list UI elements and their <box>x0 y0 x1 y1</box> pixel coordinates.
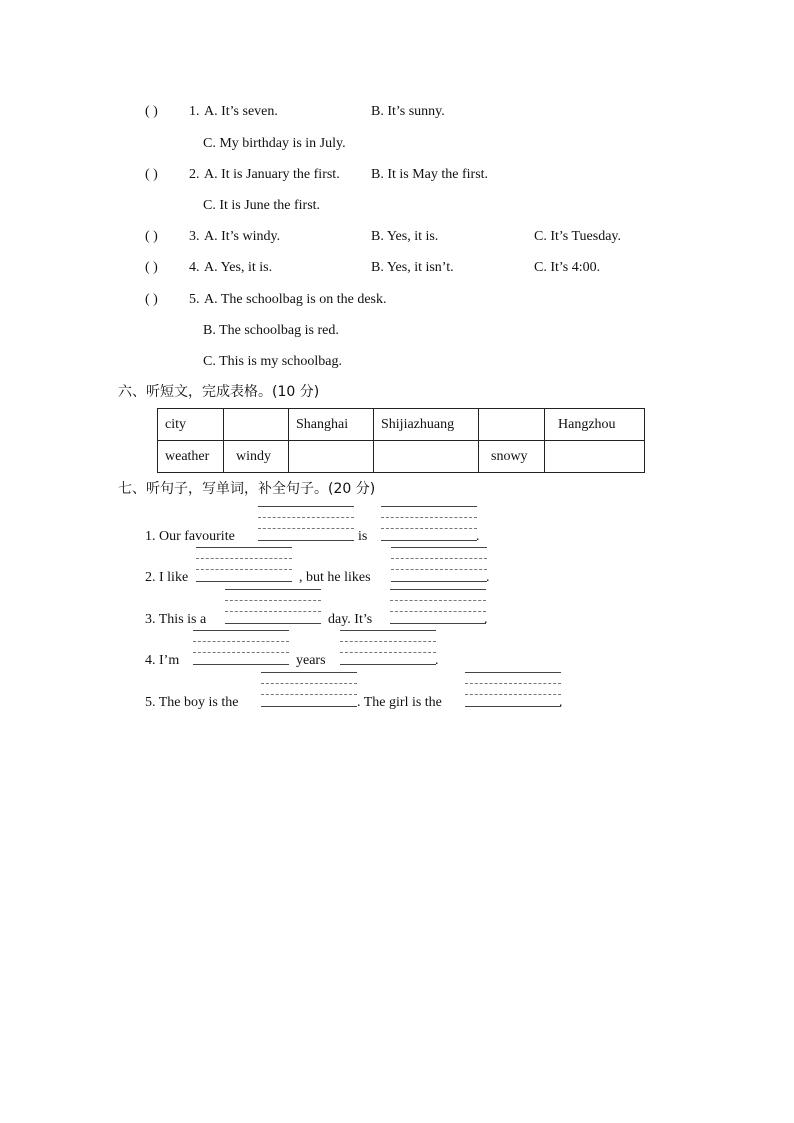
section-7-heading: 七、听句子，写单词，补全句子。(20 分) <box>118 481 376 497</box>
option-b: B. The schoolbag is red. <box>203 323 339 338</box>
sentence-3-middle: day. It’s <box>328 612 373 627</box>
section-6-heading: 六、听短文，完成表格。(10 分) <box>118 384 320 400</box>
answer-paren: ( ) <box>145 229 158 244</box>
table-cell: windy <box>224 441 289 473</box>
option-a: A. Yes, it is. <box>204 260 273 275</box>
sentence-1-end: . <box>476 529 480 544</box>
answer-paren: ( ) <box>145 292 158 307</box>
table-row <box>158 409 645 441</box>
table-cell-blank[interactable] <box>479 409 545 441</box>
table-cell: weather <box>158 441 224 473</box>
sentence-5-end: . <box>559 695 563 710</box>
option-c: C. It is June the first. <box>203 198 321 213</box>
option-b: B. It is May the first. <box>371 167 489 182</box>
sentence-3-end: . <box>484 612 488 627</box>
table-cell-blank[interactable] <box>289 441 374 473</box>
writing-lines-blank[interactable] <box>196 547 292 582</box>
option-b: B. Yes, it isn’t. <box>371 260 454 275</box>
table-cell-blank[interactable] <box>374 441 479 473</box>
writing-lines-blank[interactable] <box>340 630 436 665</box>
table-cell: Shijiazhuang <box>374 409 479 441</box>
sentence-2-start: 2. I like <box>145 570 189 585</box>
sentence-4-start: 4. I’m <box>145 653 180 668</box>
option-a: A. It is January the first. <box>204 167 340 182</box>
sentence-4-middle: years <box>296 653 326 668</box>
sentence-2-middle: , but he likes <box>299 570 371 585</box>
option-c: C. It’s 4:00. <box>534 260 601 275</box>
option-c: C. My birthday is in July. <box>203 136 346 151</box>
writing-lines-blank[interactable] <box>193 630 289 665</box>
question-number: 3. <box>189 229 200 244</box>
table-cell: Hangzhou <box>545 409 645 441</box>
question-number: 2. <box>189 167 200 182</box>
option-a: A. It’s windy. <box>204 229 281 244</box>
table-cell: Shanghai <box>289 409 374 441</box>
option-a: A. It’s seven. <box>204 104 278 119</box>
option-b: B. Yes, it is. <box>371 229 439 244</box>
option-c: C. This is my schoolbag. <box>203 354 342 369</box>
sentence-3-start: 3. This is a <box>145 612 207 627</box>
table-cell-blank[interactable] <box>224 409 289 441</box>
sentence-5-middle: . The girl is the <box>357 695 442 710</box>
writing-lines-blank[interactable] <box>465 672 561 707</box>
answer-paren: ( ) <box>145 167 158 182</box>
table-row <box>158 441 645 473</box>
sentence-2-end: . <box>486 570 490 585</box>
answer-paren: ( ) <box>145 260 158 275</box>
option-a: A. The schoolbag is on the desk. <box>204 292 387 307</box>
writing-lines-blank[interactable] <box>390 589 486 624</box>
writing-lines-blank[interactable] <box>225 589 321 624</box>
sentence-1-start: 1. Our favourite <box>145 529 235 544</box>
sentence-5-start: 5. The boy is the <box>145 695 239 710</box>
question-number: 5. <box>189 292 200 307</box>
sentence-1-middle: is <box>358 529 368 544</box>
weather-table <box>157 408 645 473</box>
writing-lines-blank[interactable] <box>381 506 477 541</box>
writing-lines-blank[interactable] <box>391 547 487 582</box>
answer-paren: ( ) <box>145 104 158 119</box>
option-c: C. It’s Tuesday. <box>534 229 622 244</box>
writing-lines-blank[interactable] <box>261 672 357 707</box>
table-cell-blank[interactable] <box>545 441 645 473</box>
table-cell: snowy <box>479 441 545 473</box>
question-number: 1. <box>189 104 200 119</box>
table-cell: city <box>158 409 224 441</box>
option-b: B. It’s sunny. <box>371 104 445 119</box>
writing-lines-blank[interactable] <box>258 506 354 541</box>
sentence-4-end: . <box>435 653 439 668</box>
question-number: 4. <box>189 260 200 275</box>
